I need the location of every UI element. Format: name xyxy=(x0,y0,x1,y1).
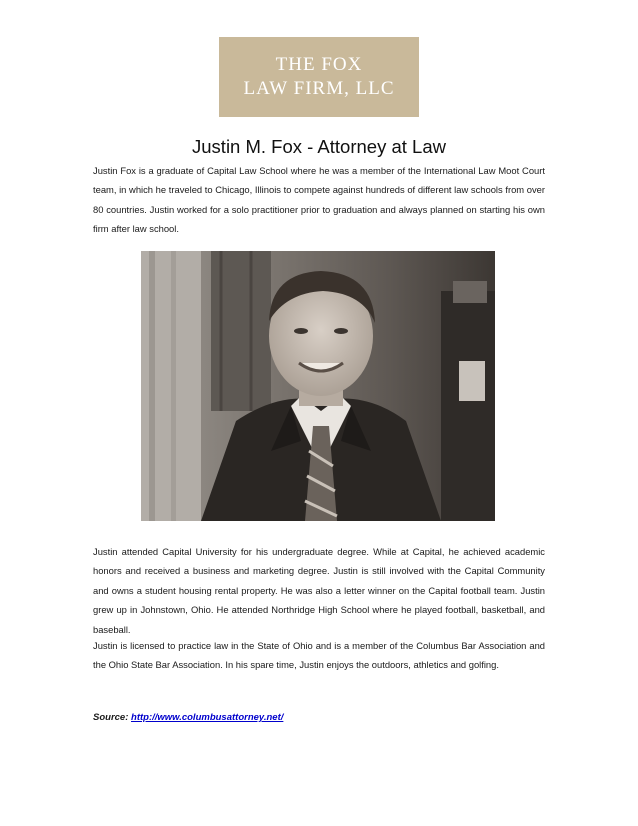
page-title: Justin M. Fox - Attorney at Law xyxy=(192,136,446,157)
license-paragraph: Justin is licensed to practice law in the State of Ohio and is a member of the Columbus Bar Association and the Ohio State Bar Association. In his spare time, Justin enjoys the outdoors, athletics and golfing. xyxy=(93,640,545,671)
source-link[interactable]: http://www.columbusattorney.net/ xyxy=(131,712,284,723)
portrait-illustration xyxy=(141,251,495,521)
firm-logo xyxy=(219,37,419,117)
logo-line-1: THE FOX xyxy=(275,54,363,75)
intro-paragraph: Justin Fox is a graduate of Capital Law School where he was a member of the International Law Moot Court team, in which he traveled to Chicago, Illinois to compete against hundreds of different law schools from over 80 countries. Justin worked for a solo practitioner prior to graduation and always planned on starting his own firm after law school. xyxy=(93,165,545,235)
education-paragraph: Justin attended Capital University for his undergraduate degree. While at Capital, he achieved academic honors and received a business and marketing degree. Justin is still involved with the Capital Community and owns a student housing rental property. He was also a letter winner on the Capital football team. Justin grew up in Johnstown, Ohio. He attended Northridge High School where he played football, basketball, and baseball. xyxy=(93,546,545,635)
attorney-portrait-photo xyxy=(141,251,495,521)
logo-line-2: LAW FIRM, LLC xyxy=(243,78,395,99)
source-label: Source: xyxy=(93,712,129,723)
source-line xyxy=(93,712,283,723)
